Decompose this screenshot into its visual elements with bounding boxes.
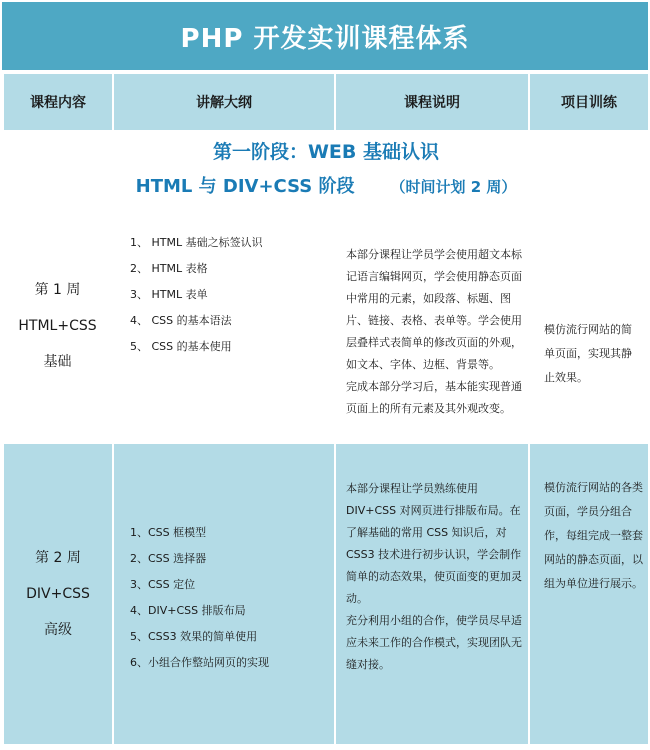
outline-cell	[113, 209, 335, 443]
description-paragraph: 完成本部分学习后，基本能实现普通页面上的所有元素及其外观改变。	[346, 380, 522, 415]
table-row	[3, 443, 649, 745]
table-row	[3, 209, 649, 443]
list-item: 4、DIV+CSS 排版布局	[130, 604, 246, 617]
header-training: 项目训练	[529, 73, 649, 131]
description-paragraph: 充分利用小组的合作，使学员尽早适应未来工作的合作模式，实现团队无缝对接。	[346, 614, 522, 671]
week-label: 第 1 周	[34, 282, 81, 298]
stage-subtitle	[4, 172, 648, 202]
week-level: 高级	[44, 622, 72, 638]
training-cell	[529, 443, 649, 745]
stage-heading	[3, 131, 649, 209]
stage-title: 第一阶段：WEB 基础认识	[212, 141, 440, 163]
list-item: 3、 HTML 表单	[130, 288, 208, 301]
list-item: 4、 CSS 的基本语法	[130, 314, 232, 327]
training-text: 模仿流行网站的各类页面，学员分组合作，每组完成一整套网站的静态页面，以组为单位进行展示。	[544, 481, 643, 590]
list-item: 1、 HTML 基础之标签认识	[130, 236, 263, 249]
header-outline: 讲解大纲	[113, 73, 335, 131]
course-table-frame	[2, 2, 648, 746]
list-item: 3、CSS 定位	[130, 578, 196, 591]
page-title: PHP 开发实训课程体系	[2, 2, 648, 70]
training-text: 模仿流行网站的简单页面，实现其静止效果。	[544, 323, 632, 384]
training-cell	[529, 209, 649, 443]
week-cell	[3, 209, 113, 443]
course-table	[2, 72, 650, 746]
header-row	[3, 73, 649, 131]
week-label: 第 2 周	[35, 550, 81, 566]
description-paragraph: 本部分课程让学员熟练使用 DIV+CSS 对网页进行排版布局。在了解基础的常用 CSS 知识后，对 CSS3 技术进行初步认识，学会制作简单的动态效果，使页面变的更加灵动。	[346, 482, 522, 605]
header-course-content: 课程内容	[3, 73, 113, 131]
list-item: 2、CSS 选择器	[130, 552, 207, 565]
list-item: 2、 HTML 表格	[130, 262, 208, 275]
outline-cell	[113, 443, 335, 745]
week-topic: DIV+CSS	[26, 586, 90, 602]
description-paragraph: 本部分课程让学员学会使用超文本标记语言编辑网页，学会使用静态页面中常用的元素，如段落、标题、图片、链接、表格、表单等。学会使用层叠样式表简单的修改页面的外观，如文本、字体、边框、背景等。	[346, 248, 522, 371]
stage-row	[3, 131, 649, 209]
description-cell	[335, 209, 529, 443]
list-item: 5、CSS3 效果的简单使用	[130, 630, 258, 643]
week-cell	[3, 443, 113, 745]
description-cell	[335, 443, 529, 745]
stage-topic: HTML 与 DIV+CSS 阶段	[135, 176, 355, 197]
list-item: 1、CSS 框模型	[130, 526, 207, 539]
header-description: 课程说明	[335, 73, 529, 131]
stage-time: （时间计划 2 周）	[390, 178, 517, 196]
list-item: 5、 CSS 的基本使用	[130, 340, 232, 353]
list-item: 6、小组合作整站网页的实现	[130, 656, 269, 669]
week-topic: HTML+CSS	[18, 318, 97, 334]
week-level: 基础	[43, 354, 72, 370]
